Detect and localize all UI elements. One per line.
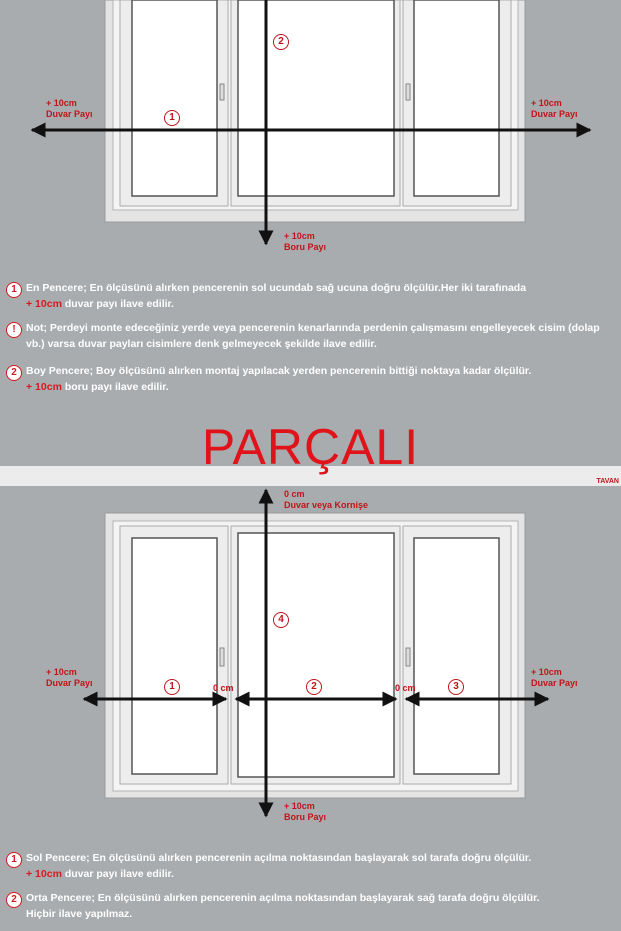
note-top-warning: ! Not; Perdeyi monte edeceğiniz yerde veya pencerenin kenarlarında perdenin çalışmasını engelleyecek cisim (dolap vb.) varsa duvar payları cisimlere denk gelmeyecek şekilde ilave edilir. [6, 320, 618, 352]
bottom-marker-4: 4 [273, 612, 289, 628]
note-bottom-1: 1 Sol Pencere; En ölçüsünü alırken pencerenin açılma noktasından başlayarak sol tarafa doğru ölçülür. + 10cm duvar payı ilave edilir. [6, 850, 618, 882]
note-bottom-2: 2 Orta Pencere; En ölçüsünü alırken pencerenin açılma noktasından başlayarak sağ tarafa doğru ölçülür. Hiçbir ilave yapılmaz. [6, 890, 618, 922]
top-bottom-allowance-label: + 10cm Boru Payı [284, 231, 327, 252]
bottom-right-allowance-label: + 10cm Duvar Payı [531, 667, 578, 688]
exclamation-icon: ! [6, 322, 22, 338]
top-width-marker-1: 1 [164, 110, 180, 126]
bottom-window-frame [105, 513, 525, 798]
bottom-marker-2: 2 [306, 679, 322, 695]
top-right-allowance-label: + 10cm Duvar Payı [531, 98, 578, 119]
bottom-marker-3: 3 [448, 679, 464, 695]
bottom-bottom-allowance-label: + 10cm Boru Payı [284, 801, 327, 822]
bottom-top-label: 0 cm Duvar veya Kornişe [284, 489, 369, 510]
bottom-window-diagram [0, 486, 621, 826]
number-2-icon: 2 [6, 892, 22, 908]
top-window-diagram [0, 0, 621, 260]
number-1-icon: 1 [6, 852, 22, 868]
number-2-icon: 2 [6, 365, 22, 381]
bottom-left-allowance-label: + 10cm Duvar Payı [46, 667, 93, 688]
number-1-icon: 1 [6, 282, 22, 298]
gap-left-label: 0 cm [213, 683, 234, 693]
note-top-2: 2 Boy Pencere; Boy ölçüsünü alırken montaj yapılacak yerden pencerenin bittiği noktaya kadar ölçülür. + 10cm boru payı ilave edilir. [6, 363, 618, 395]
top-left-allowance-label: + 10cm Duvar Payı [46, 98, 93, 119]
gap-right-label: 0 cm [395, 683, 416, 693]
section-title: PARÇALI [201, 419, 420, 475]
note-top-1: 1 En Pencere; En ölçüsünü alırken pencerenin sol ucundab sağ ucuna doğru ölçülür.Her iki tarafınada + 10cm duvar payı ilave edilir. [6, 280, 618, 312]
ceiling-label: TAVAN [596, 478, 619, 485]
bottom-marker-1: 1 [164, 679, 180, 695]
top-height-marker-2: 2 [273, 34, 289, 50]
